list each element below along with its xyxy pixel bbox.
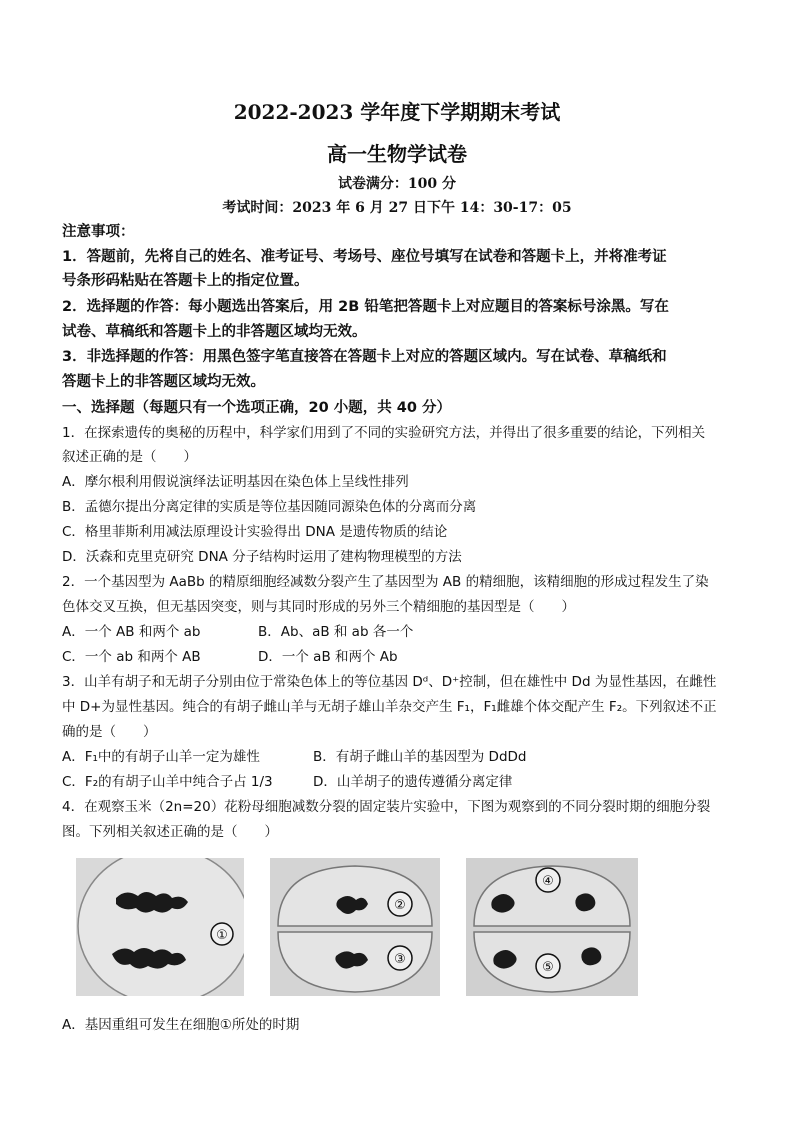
q1-option-a: A．摩尔根利用假说演绎法证明基因在染色体上呈线性排列: [62, 474, 409, 490]
q2-option-b: B．Ab、aB 和 ab 各一个: [258, 624, 414, 640]
q3-option-d: D．山羊胡子的遗传遵循分离定律: [313, 774, 513, 790]
fig-label-2: ②: [394, 898, 406, 913]
notice-item-3-line-1: 3．非选择题的作答：用黑色签字笔直接答在答题卡上对应的答题区域内。写在试卷、草稿纸和: [62, 349, 667, 365]
q3-option-b: B．有胡子雌山羊的基因型为 DdDd: [313, 749, 527, 765]
q1-option-b: B．孟德尔提出分离定律的实质是等位基因随同源染色体的分离而分离: [62, 499, 477, 515]
q3-stem-line-1: 3．山羊有胡子和无胡子分别由位于常染色体上的等位基因 Dᵈ、D⁺控制，但在雄性中 Dd 为显性基因，在雌性: [62, 674, 717, 690]
fig-label-5: ⑤: [542, 960, 554, 975]
notice-item-3-line-2: 答题卡上的非答题区域均无效。: [62, 374, 265, 390]
micrograph-cells-4-5: [466, 858, 638, 996]
exam-subtitle: 高一生物学试卷: [327, 142, 467, 166]
q4-option-a: A．基因重组可发生在细胞①所处的时期: [62, 1017, 300, 1033]
q2-option-c: C．一个 ab 和两个 AB: [62, 649, 201, 665]
notice-item-1-line-2: 号条形码粘贴在答题卡上的指定位置。: [62, 273, 309, 289]
q4-stem-line-2: 图。下列相关叙述正确的是（ ）: [62, 824, 278, 840]
exam-title: 2022-2023 学年度下学期期末考试: [233, 100, 561, 124]
q3-stem-line-2: 中 D+为显性基因。纯合的有胡子雌山羊与无胡子雄山羊杂交产生 F₁，F₁雌雄个体交配产生 F₂。下列叙述不正: [62, 699, 717, 715]
q1-option-d: D．沃森和克里克研究 DNA 分子结构时运用了建构物理模型的方法: [62, 549, 462, 565]
q1-option-c: C．格里菲斯利用减法原理设计实验得出 DNA 是遗传物质的结论: [62, 524, 448, 540]
q2-stem-line-2: 色体交叉互换，但无基因突变，则与其同时形成的另外三个精细胞的基因型是（ ）: [62, 599, 575, 615]
q3-option-c: C．F₂的有胡子山羊中纯合子占 1/3: [62, 774, 273, 790]
q4-stem-line-1: 4．在观察玉米（2n=20）花粉母细胞减数分裂的固定装片实验中，下图为观察到的不同分裂时期的细胞分裂: [62, 799, 711, 815]
fig-label-3: ③: [394, 952, 406, 967]
notice-heading: 注意事项：: [62, 224, 135, 240]
q2-stem-line-1: 2．一个基因型为 AaBb 的精原细胞经减数分裂产生了基因型为 AB 的精细胞，该精细胞的形成过程发生了染: [62, 574, 709, 590]
fig-label-4: ④: [542, 874, 554, 889]
exam-time: 考试时间：2023 年 6 月 27 日下午 14：30-17：05: [222, 200, 572, 216]
fig-label-1: ①: [216, 928, 228, 943]
cell-division-micrographs: [76, 858, 696, 998]
notice-item-2-line-2: 试卷、草稿纸和答题卡上的非答题区域均无效。: [62, 324, 367, 340]
notice-item-2-line-1: 2．选择题的作答：每小题选出答案后，用 2B 铅笔把答题卡上对应题目的答案标号涂黑。写在: [62, 299, 669, 315]
q2-option-a: A．一个 AB 和两个 ab: [62, 624, 201, 640]
micrograph-cells-2-3: [270, 858, 440, 996]
section-1-heading: 一、选择题（每题只有一个选项正确，20 小题，共 40 分）: [62, 400, 451, 416]
full-score: 试卷满分：100 分: [337, 176, 457, 192]
q1-stem-line-1: 1．在探索遗传的奥秘的历程中，科学家们用到了不同的实验研究方法，并得出了很多重要的结论，下列相关: [62, 425, 706, 441]
q3-stem-line-3: 确的是（ ）: [62, 724, 157, 740]
micrograph-cell-1: [76, 858, 244, 996]
q1-stem-line-2: 叙述正确的是（ ）: [62, 449, 197, 465]
q2-option-d: D．一个 aB 和两个 Ab: [258, 649, 398, 665]
notice-item-1-line-1: 1．答题前，先将自己的姓名、准考证号、考场号、座位号填写在试卷和答题卡上，并将准考证: [62, 249, 667, 265]
q3-option-a: A．F₁中的有胡子山羊一定为雄性: [62, 749, 260, 765]
